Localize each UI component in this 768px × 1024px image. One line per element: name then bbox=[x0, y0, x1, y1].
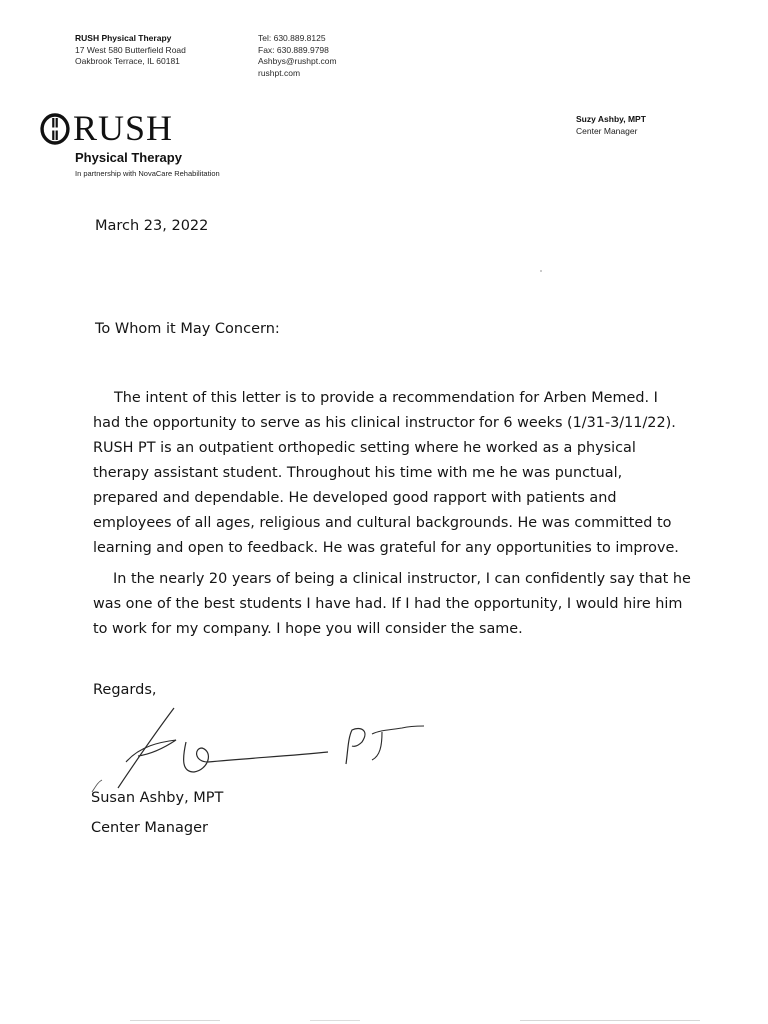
header-signer bbox=[576, 113, 646, 137]
address-line-1: 17 West 580 Butterfield Road bbox=[75, 44, 186, 55]
paragraph-line: The intent of this letter is to provide a recommendation for Arben Memed. I bbox=[114, 390, 658, 406]
closing: Regards, bbox=[93, 682, 157, 698]
paragraph-line: In the nearly 20 years of being a clinical instructor, I can confidently say that he bbox=[113, 571, 691, 587]
paragraph-line: learning and open to feedback. He was grateful for any opportunities to improve. bbox=[93, 540, 679, 556]
header-signer-title: Center Manager bbox=[576, 126, 638, 136]
signer-name: Susan Ashby, MPT bbox=[91, 790, 224, 806]
paragraph-1 bbox=[93, 386, 703, 561]
paragraph-line: had the opportunity to serve as his clinical instructor for 6 weeks (1/31-3/11/22). bbox=[93, 415, 676, 431]
address-line-2: Oakbrook Terrace, IL 60181 bbox=[75, 56, 180, 66]
letterhead-address bbox=[75, 33, 186, 68]
paragraph-line: was one of the best students I have had. If I had the opportunity, I would hire him bbox=[93, 596, 683, 612]
email-text: Ashbys@rushpt.com bbox=[258, 56, 337, 66]
salutation: To Whom it May Concern: bbox=[95, 321, 280, 337]
rush-logo-icon bbox=[40, 112, 70, 146]
header-signer-name: Suzy Ashby, MPT bbox=[576, 114, 646, 124]
partnership-text: In partnership with NovaCare Rehabilitation bbox=[75, 169, 220, 178]
logo-subtitle: Physical Therapy bbox=[75, 150, 182, 165]
fax-text: Fax: 630.889.9798 bbox=[258, 44, 329, 55]
scan-edge-noise bbox=[0, 1018, 768, 1024]
org-name: RUSH Physical Therapy bbox=[75, 33, 172, 43]
paragraph-line: RUSH PT is an outpatient orthopedic setting where he worked as a physical bbox=[93, 440, 636, 456]
tel-text: Tel: 630.889.8125 bbox=[258, 33, 326, 43]
paragraph-line: therapy assistant student. Throughout his time with me he was punctual, bbox=[93, 465, 623, 481]
paragraph-line: prepared and dependable. He developed good rapport with patients and bbox=[93, 490, 617, 506]
handwritten-signature bbox=[90, 700, 430, 800]
signer-title: Center Manager bbox=[91, 820, 208, 836]
web-text: rushpt.com bbox=[258, 67, 301, 78]
logo-wordmark: RUSH bbox=[73, 108, 174, 148]
letter-date: March 23, 2022 bbox=[95, 218, 209, 234]
letterhead-contact bbox=[258, 33, 337, 79]
paragraph-2 bbox=[93, 567, 703, 642]
scan-speck bbox=[540, 270, 542, 272]
paragraph-line: employees of all ages, religious and cultural backgrounds. He was committed to bbox=[93, 515, 672, 531]
paragraph-line: to work for my company. I hope you will consider the same. bbox=[93, 621, 523, 637]
